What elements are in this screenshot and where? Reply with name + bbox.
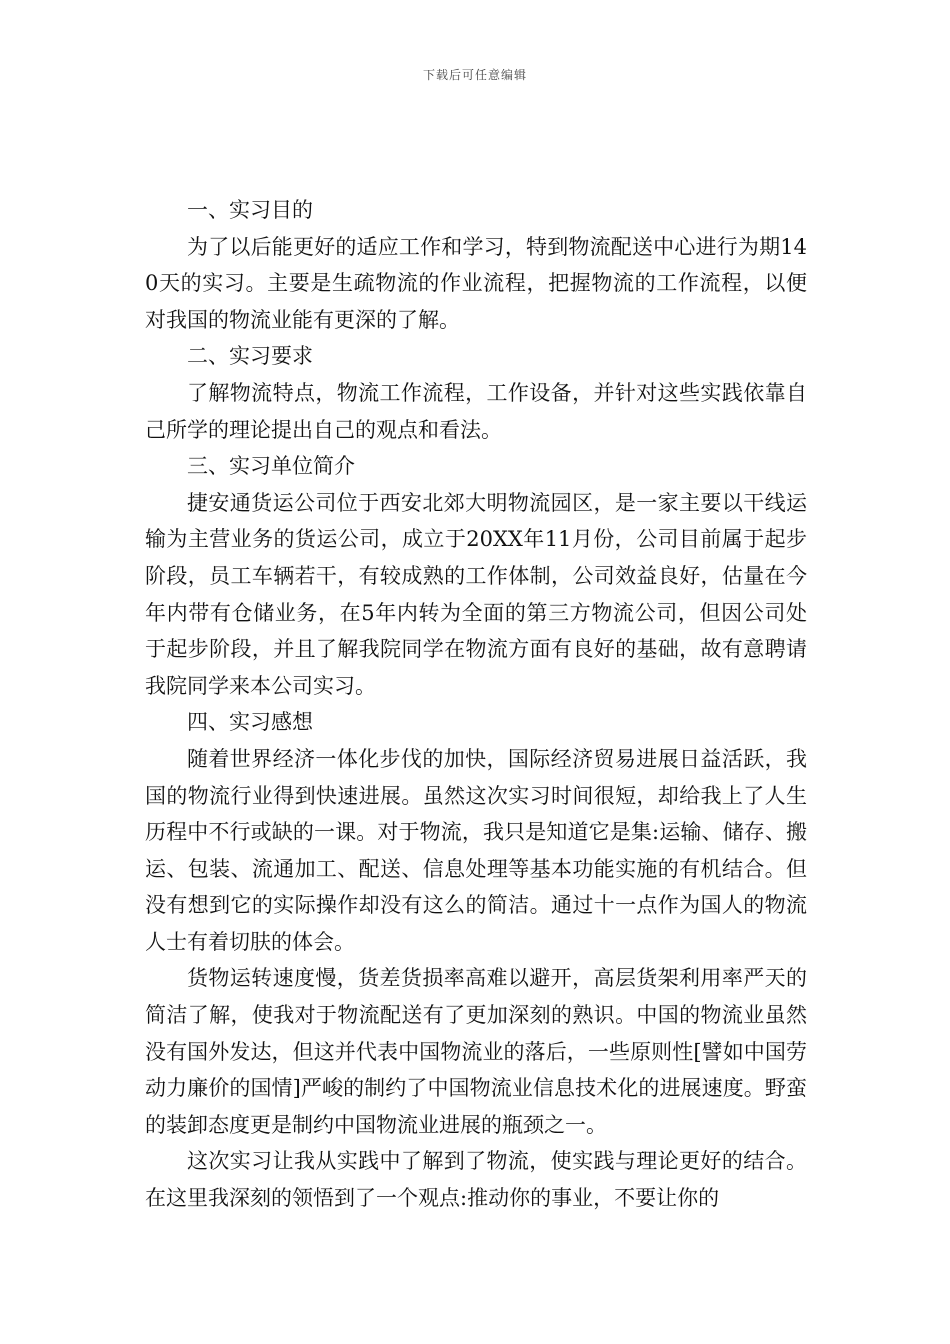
section-paragraph: 了解物流特点，物流工作流程，工作设备，并针对这些实践依靠自己所学的理论提出自己的观点和看法。 — [145, 380, 807, 442]
section-heading: 一、实习目的 — [187, 198, 313, 222]
section-paragraph: 随着世界经济一体化步伐的加快，国际经济贸易进展日益活跃，我国的物流行业得到快速进展。虽然这次实习时间很短，却给我上了人生历程中不行或缺的一课。对于物流，我只是知道它是集:运输、储存、搬运、包装、流通加工、配送、信息处理等基本功能实施的有机结合。但没有想到它的实际操作却没有这么的简洁。通过十一点作为国人的物流人士有着切肤的体会。 — [145, 746, 807, 954]
document-body — [145, 192, 807, 1217]
section-paragraph: 货物运转速度慢，货差货损率高难以避开，高层货架利用率严天的简洁了解，使我对于物流配送有了更加深刻的熟识。中国的物流业虽然没有国外发达，但这并代表中国物流业的落后，一些原则性[譬如中国劳动力廉价的国情]严峻的制约了中国物流业信息技术化的进展速度。野蛮的装卸态度更是制约中国物流业进展的瓶颈之一。 — [145, 966, 807, 1137]
section-paragraph: 这次实习让我从实践中了解到了物流，使实践与理论更好的结合。在这里我深刻的领悟到了一个观点:推动你的事业，不要让你的 — [145, 1149, 807, 1211]
section-paragraph: 为了以后能更好的适应工作和学习，特到物流配送中心进行为期140天的实习。主要是生疏物流的作业流程，把握物流的工作流程，以便对我国的物流业能有更深的了解。 — [145, 234, 807, 332]
header-note: 下载后可任意编辑 — [422, 68, 527, 82]
section-paragraph: 捷安通货运公司位于西安北郊大明物流园区，是一家主要以干线运输为主营业务的货运公司，成立于20XX年11月份，公司目前属于起步阶段，员工车辆若干，有较成熟的工作体制，公司效益良好，估量在今年内带有仓储业务，在5年内转为全面的第三方物流公司，但因公司处于起步阶段，并且了解我院同学在物流方面有良好的基础，故有意聘请我院同学来本公司实习。 — [145, 490, 807, 698]
section-requirements — [145, 338, 807, 448]
section-heading: 三、实习单位简介 — [187, 454, 355, 479]
section-purpose — [145, 192, 807, 338]
section-reflections — [145, 704, 807, 1216]
section-company-intro — [145, 448, 807, 704]
section-heading: 二、实习要求 — [187, 344, 313, 369]
section-heading: 四、实习感想 — [187, 710, 313, 735]
